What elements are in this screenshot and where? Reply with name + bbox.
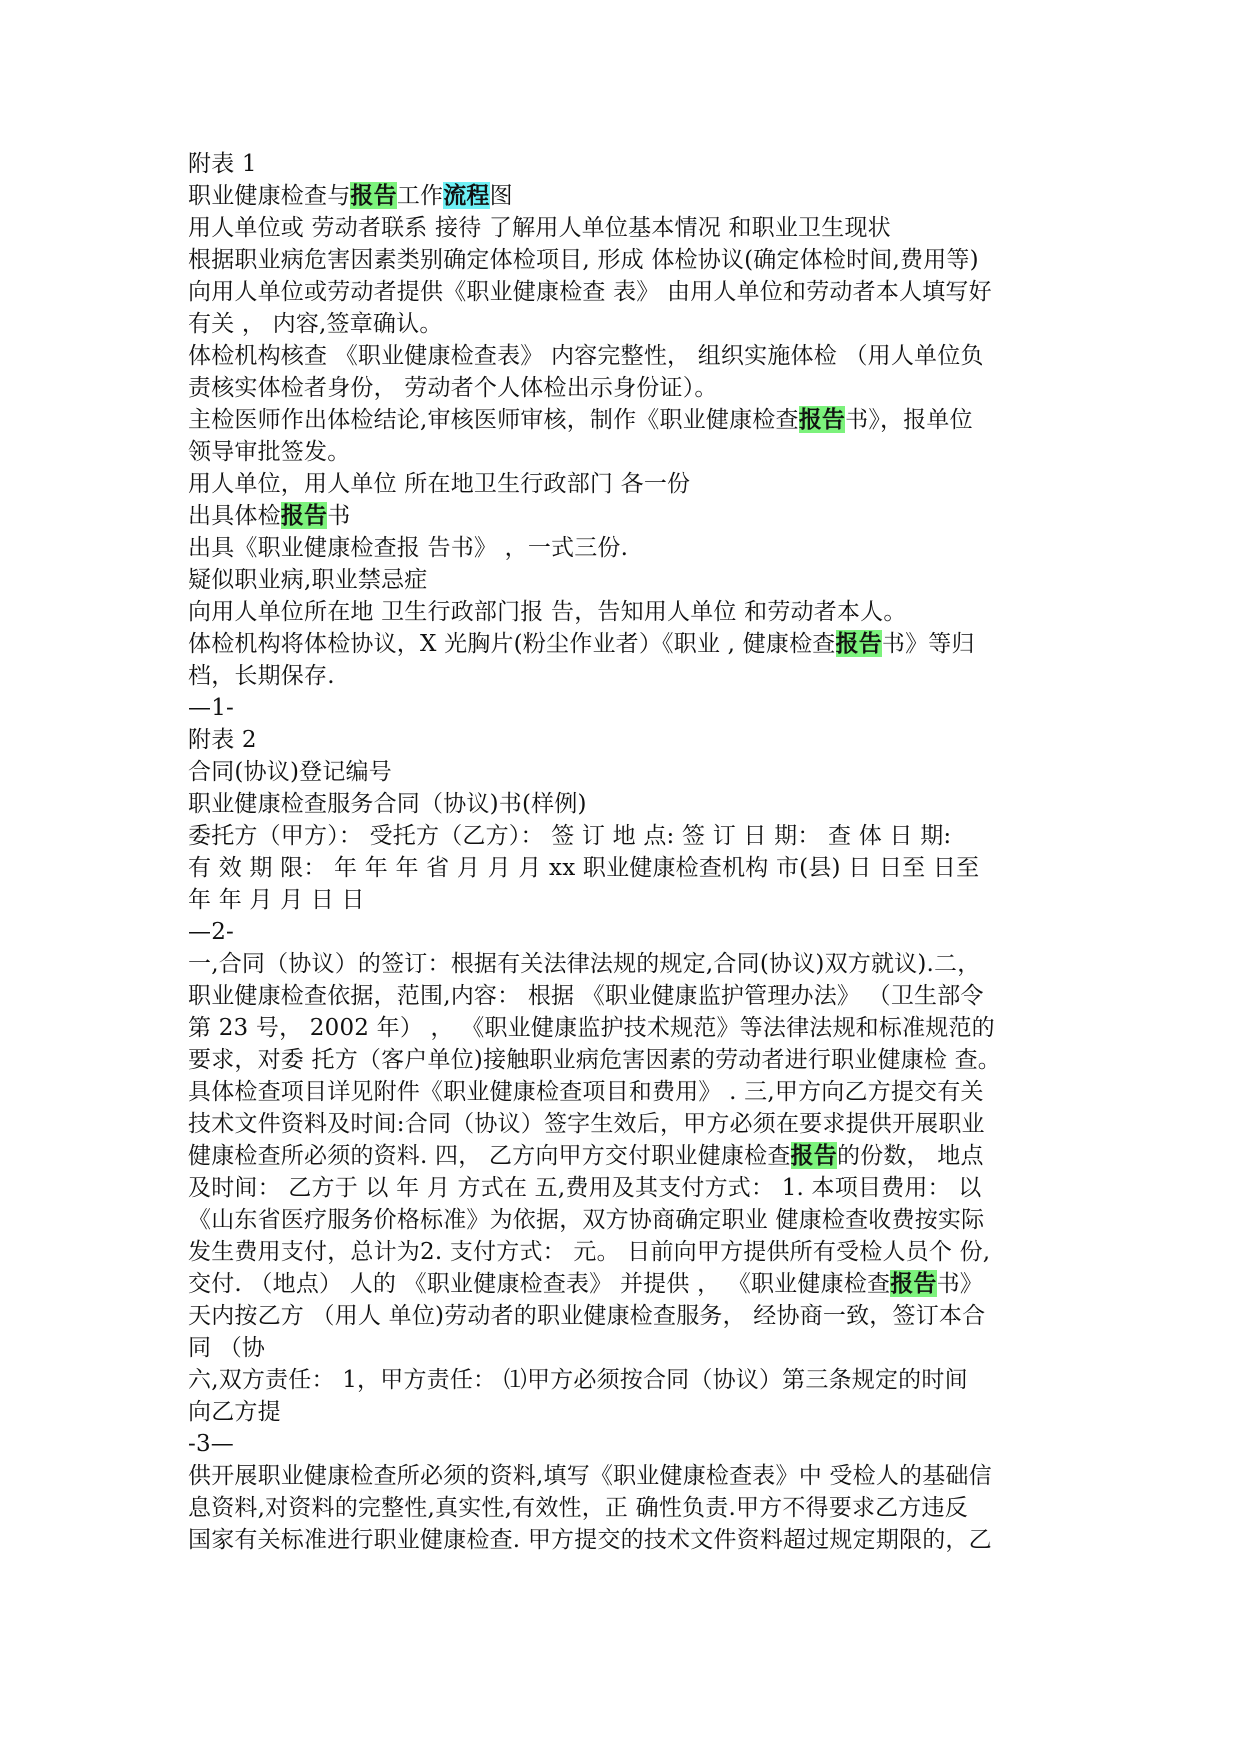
text-line [188,1204,1068,1236]
text-segment: 书》，报单位 [845,407,973,433]
text-segment: 根据职业病危害因素类别确定体检项目, 形成 体检协议(确定体检时间,费用等) [188,247,979,273]
text-segment: —2- [188,919,235,945]
text-segment: 《山东省医疗服务价格标准》为依据，双方协商确定职业 健康检查收费按实际 [188,1207,985,1233]
text-line [188,244,1068,276]
text-line [188,1172,1068,1204]
text-segment: 及时间： 乙方于 以 年 月 方式在 五,费用及其支付方式： 1. 本项目费用： 以 [188,1175,982,1201]
text-line [188,404,1068,436]
text-segment: 用人单位或 劳动者联系 接待 了解用人单位基本情况 和职业卫生现状 [188,215,891,241]
text-segment: 体检机构将体检协议，X 光胸片(粉尘作业者）《职业 , 健康检查 [188,631,836,657]
text-line [188,1076,1068,1108]
text-line [188,500,1068,532]
highlighted-term: 报告 [350,182,397,209]
text-segment: 附表 1 [188,151,257,177]
text-segment: 图 [489,183,513,209]
text-segment: 职业健康检查与 [188,183,351,209]
text-line [188,180,1068,212]
text-line [188,564,1068,596]
text-line [188,1044,1068,1076]
text-line [188,1428,1068,1460]
text-line [188,372,1068,404]
document-body [188,148,1068,1556]
text-line [188,1332,1068,1364]
text-line [188,596,1068,628]
text-line [188,628,1068,660]
text-segment: 同 （协 [188,1335,266,1361]
text-segment: 具体检查项目详见附件《职业健康检查项目和费用》 . 三,甲方向乙方提交有关 [188,1079,984,1105]
text-line [188,884,1068,916]
text-line [188,756,1068,788]
text-line [188,340,1068,372]
text-line [188,820,1068,852]
text-line [188,436,1068,468]
text-line [188,148,1068,180]
highlighted-term: 报告 [890,1270,937,1297]
text-segment: 出具《职业健康检查报 告书》 ，一式三份. [188,535,629,561]
highlighted-term: 报告 [798,406,846,433]
text-segment: 年 年 月 月 日 日 [188,887,365,913]
text-line [188,948,1068,980]
text-segment: 书 [327,503,351,529]
text-segment: 出具体检 [188,503,281,529]
text-segment: 向乙方提 [188,1399,281,1425]
text-line [188,1236,1068,1268]
text-segment: 书》 [936,1271,983,1297]
text-line [188,724,1068,756]
text-segment: 书》等归 [881,631,975,657]
text-line [188,1396,1068,1428]
text-line [188,660,1068,692]
highlighted-term: 报告 [790,1142,837,1169]
text-line [188,212,1068,244]
text-segment: 天内按乙方 （用人 单位)劳动者的职业健康检查服务， 经协商一致，签订本合 [188,1303,986,1329]
text-segment: 职业健康检查服务合同（协议)书(样例) [188,791,587,817]
text-segment: 有 效 期 限： 年 年 年 省 月 月 月 xx 职业健康检查机构 市(县) 日 日至 日至 [188,855,980,881]
text-line [188,852,1068,884]
text-segment: 向用人单位或劳动者提供《职业健康检查 表》 由用人单位和劳动者本人填写好 [188,279,992,305]
text-segment: 技术文件资料及时间:合同（协议）签字生效后，甲方必须在要求提供开展职业 [188,1111,985,1137]
text-line [188,788,1068,820]
text-line [188,1460,1068,1492]
highlighted-term: 报告 [835,630,882,657]
text-line [188,1364,1068,1396]
text-segment: 国家有关标准进行职业健康检查. 甲方提交的技术文件资料超过规定期限的，乙 [188,1527,992,1553]
text-line [188,1140,1068,1172]
text-segment: 的份数， 地点 [836,1143,984,1169]
text-segment: 职业健康检查依据，范围,内容： 根据 《职业健康监护管理办法》 （卫生部令 [188,983,984,1009]
text-segment: 疑似职业病,职业禁忌症 [188,567,428,593]
highlighted-term: 流程 [443,182,490,209]
text-segment: 第 23 号， 2002 年） ， 《职业健康监护技术规范》等法律法规和标准规范的 [188,1015,995,1041]
text-segment: -3— [188,1431,235,1457]
text-line [188,308,1068,340]
text-segment: 发生费用支付，总计为2. 支付方式： 元。 日前向甲方提供所有受检人员个 份, [188,1239,991,1265]
text-segment: 主检医师作出体检结论,审核医师审核，制作《职业健康检查 [188,407,799,433]
text-segment: 体检机构核查 《职业健康检查表》 内容完整性， 组织实施体检 （用人单位负 [188,343,984,369]
text-segment: 委托方（甲方）： 受托方（乙方）： 签 订 地 点: 签 订 日 期： 查 体 日 期: [188,823,952,849]
text-segment: 交付. （地点） 人的 《职业健康检查表》 并提供 ， 《职业健康检查 [188,1271,891,1297]
text-segment: 用人单位，用人单位 所在地卫生行政部门 各一份 [188,471,691,497]
text-segment: 六,双方责任： 1，甲方责任： ⑴甲方必须按合同（协议）第三条规定的时间 [188,1367,968,1393]
text-line [188,468,1068,500]
text-line [188,1300,1068,1332]
text-line [188,916,1068,948]
text-segment: —1- [188,695,235,721]
text-segment: 一,合同（协议）的签订：根据有关法律法规的规定,合同(协议)双方就议).二， [188,951,981,977]
text-segment: 有关 ， 内容,签章确认。 [188,311,443,337]
text-line [188,1012,1068,1044]
text-segment: 领导审批签发。 [188,439,351,465]
text-line [188,1524,1068,1556]
text-line [188,276,1068,308]
text-segment: 要求，对委 托方（客户单位)接触职业病危害因素的劳动者进行职业健康检 查。 [188,1047,1001,1073]
text-segment: 向用人单位所在地 卫生行政部门报 告，告知用人单位 和劳动者本人。 [188,599,907,625]
text-segment: 供开展职业健康检查所必须的资料,填写《职业健康检查表》中 受检人的基础信 [188,1463,992,1489]
text-line [188,532,1068,564]
text-segment: 息资料,对资料的完整性,真实性,有效性，正 确性负责.甲方不得要求乙方违反 [188,1495,968,1521]
text-line [188,1268,1068,1300]
text-segment: 责核实体检者身份， 劳动者个人体检出示身份证）。 [188,375,718,401]
highlighted-term: 报告 [280,502,328,529]
text-line [188,1492,1068,1524]
text-segment: 合同(协议)登记编号 [188,759,392,785]
text-segment: 健康检查所必须的资料. 四， 乙方向甲方交付职业健康检查 [188,1143,791,1169]
text-line [188,692,1068,724]
text-segment: 工作 [396,183,444,209]
text-line [188,980,1068,1012]
text-line [188,1108,1068,1140]
text-segment: 档，长期保存. [188,663,335,689]
text-segment: 附表 2 [188,727,257,753]
